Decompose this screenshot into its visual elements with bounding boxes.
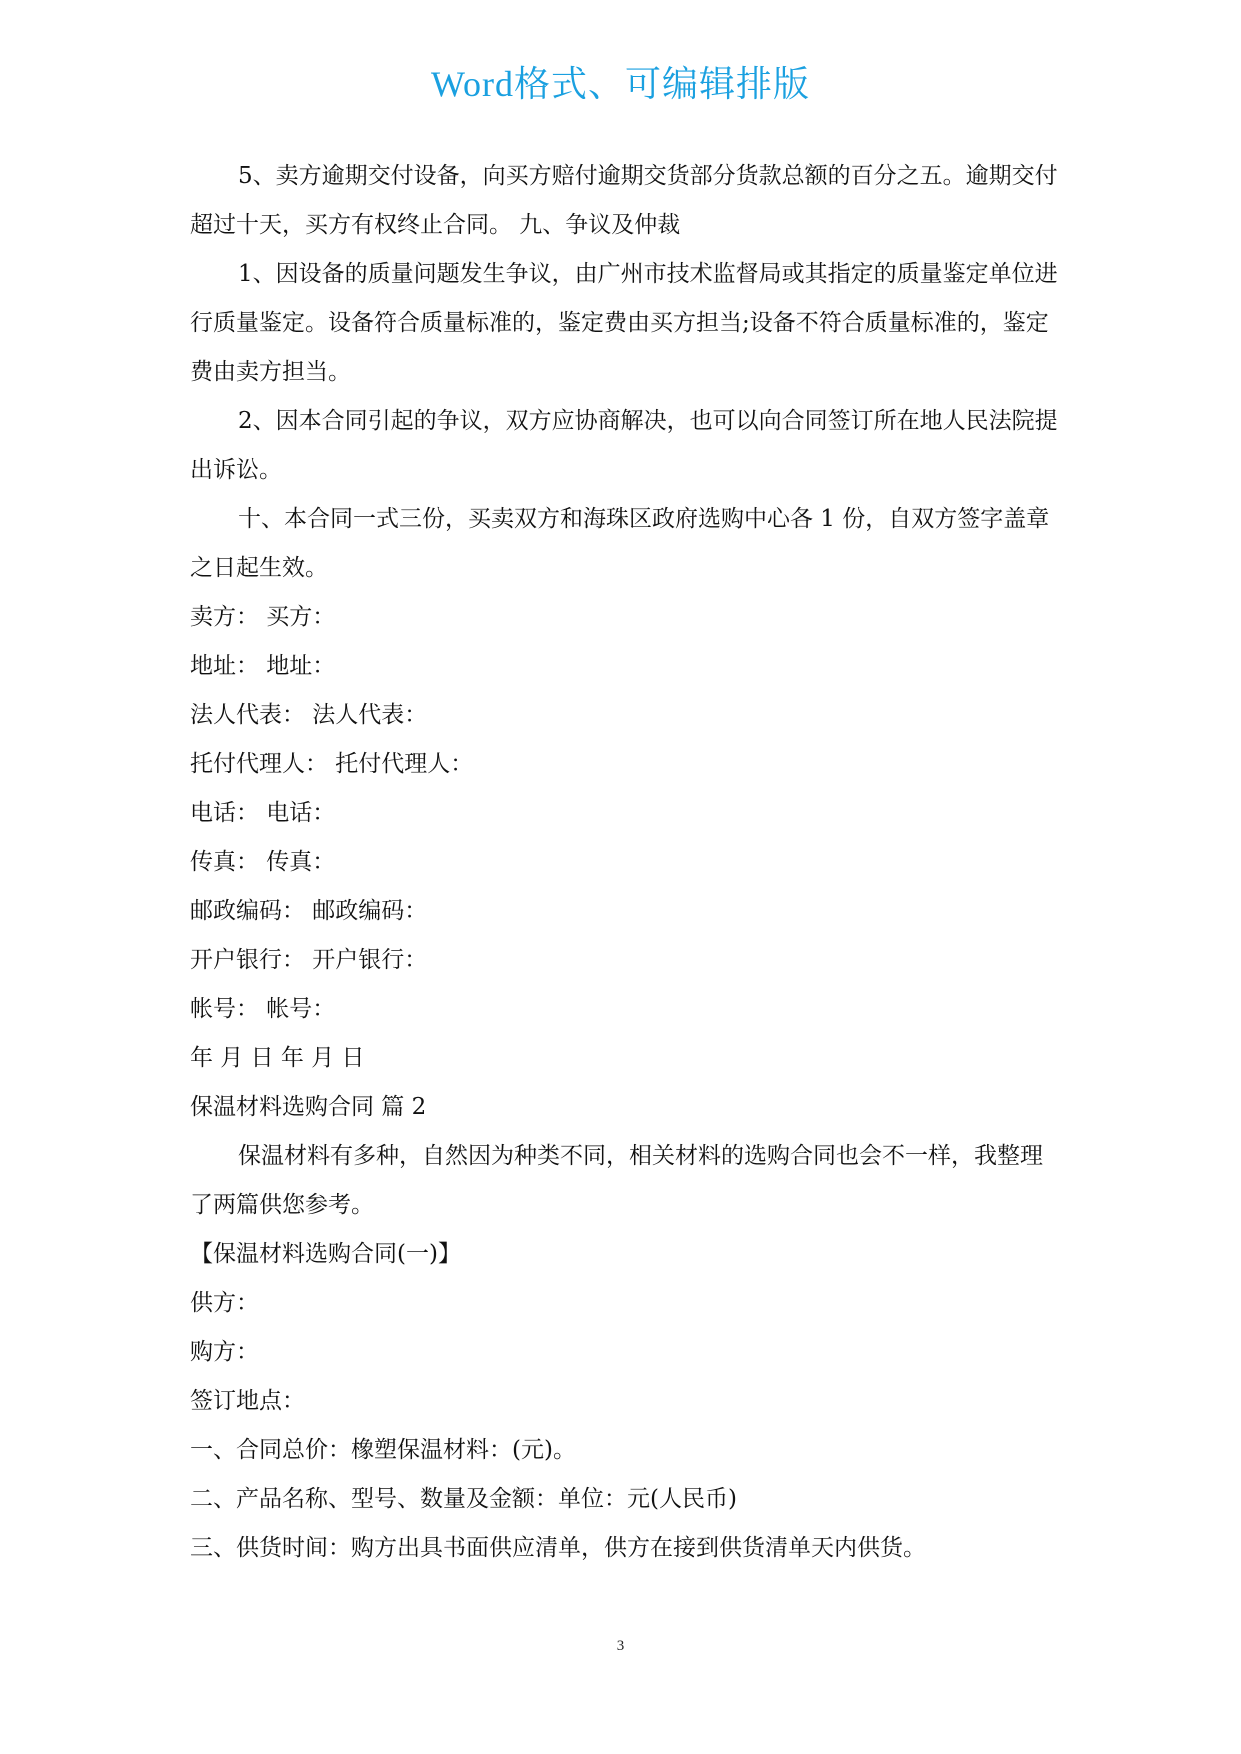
document-body — [190, 152, 1060, 1573]
contract-heading-one: 【保温材料选购合同(一)】 — [190, 1241, 461, 1267]
signature-line-postcode: 邮政编码： 邮政编码： — [190, 898, 428, 924]
signature-line-agent: 托付代理人： 托付代理人： — [190, 751, 474, 777]
contract-line-delivery-time: 三、供货时间：购方出具书面供应清单，供方在接到供货清单天内供货。 — [190, 1535, 926, 1561]
contract-line-supplier: 供方： — [190, 1290, 259, 1316]
page-number: 3 — [616, 1638, 625, 1654]
paragraph-overdue-delivery: 5、卖方逾期交付设备，向买方赔付逾期交货部分货款总额的百分之五。逾期交付超过十天，买方有权终止合同。 九、争议及仲裁 — [190, 163, 1058, 238]
paragraph-litigation: 2、因本合同引起的争议，双方应协商解决，也可以向合同签订所在地人民法院提出诉讼。 — [190, 408, 1058, 483]
signature-line-phone: 电话： 电话： — [190, 800, 336, 826]
contract-line-signing-place: 签订地点： — [190, 1388, 305, 1414]
signature-line-bank: 开户银行： 开户银行： — [190, 947, 428, 973]
signature-line-account: 帐号： 帐号： — [190, 996, 336, 1022]
signature-line-date: 年 月 日 年 月 日 — [190, 1045, 365, 1071]
paragraph-contract-copies: 十、本合同一式三份，买卖双方和海珠区政府选购中心各 1 份，自双方签字盖章之日起生效。 — [190, 506, 1050, 581]
signature-line-fax: 传真： 传真： — [190, 849, 336, 875]
contract-line-total-price: 一、合同总价：橡塑保温材料：(元)。 — [190, 1437, 576, 1463]
signature-line-legal-rep: 法人代表： 法人代表： — [190, 702, 428, 728]
document-header-title: Word格式、可编辑排版 — [430, 64, 811, 104]
contract-line-buyer: 购方： — [190, 1339, 259, 1365]
paragraph-insulation-intro: 保温材料有多种，自然因为种类不同，相关材料的选购合同也会不一样，我整理了两篇供您参考。 — [190, 1143, 1043, 1218]
section-title-contract-2: 保温材料选购合同 篇 2 — [190, 1094, 427, 1120]
signature-line-address: 地址： 地址： — [190, 653, 336, 679]
paragraph-quality-dispute: 1、因设备的质量问题发生争议，由广州市技术监督局或其指定的质量鉴定单位进行质量鉴定。设备符合质量标准的，鉴定费由买方担当;设备不符合质量标准的，鉴定费由卖方担当。 — [190, 261, 1058, 385]
contract-line-product-info: 二、产品名称、型号、数量及金额：单位：元(人民币) — [190, 1486, 737, 1512]
signature-line-seller-buyer: 卖方： 买方： — [190, 604, 336, 630]
